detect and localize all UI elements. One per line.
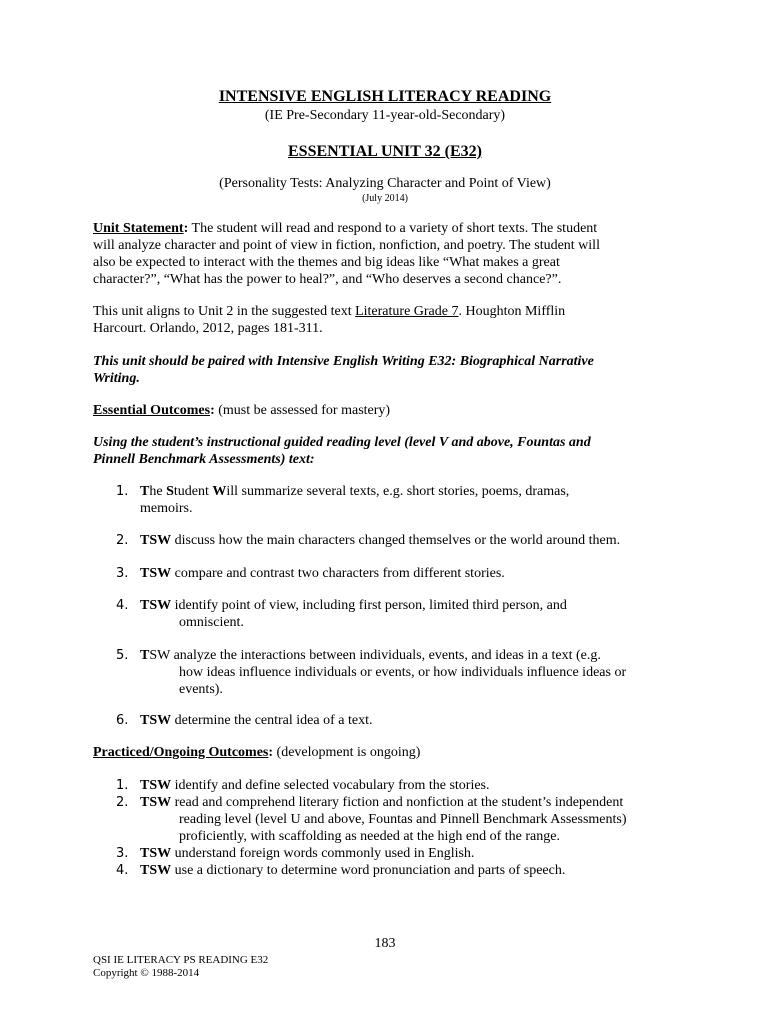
list-item-line-3: events).: [179, 682, 223, 697]
suggested-text-title: Literature Grade 7: [355, 304, 459, 319]
text-fragment: SW analyze the interactions between individuals, events, and ideas in a text (e.g.: [149, 648, 601, 663]
list-item-text: [140, 483, 696, 517]
list-number: 5.: [116, 648, 129, 663]
tsw-label: TSW: [140, 533, 172, 548]
unit-topic: (Personality Tests: Analyzing Character and Point of View): [219, 176, 551, 191]
pairing-note: [93, 353, 693, 387]
essential-intro-line-1: Using the student’s instructional guided reading level (level V and above, Fountas and: [93, 435, 591, 450]
list-item-line-2: omniscient.: [179, 615, 244, 630]
essential-outcomes-heading: [93, 402, 693, 419]
tsw-label: TSW: [140, 778, 172, 793]
unit-statement: [93, 220, 693, 288]
bold-letter: T: [140, 648, 150, 663]
tsw-label: TSW: [140, 598, 172, 613]
bold-letter: W: [212, 484, 227, 499]
text-fragment: identify and define selected vocabulary from the stories.: [171, 778, 490, 793]
essential-outcomes-note: (must be assessed for mastery): [214, 403, 391, 418]
unit-statement-line-1: [93, 220, 693, 237]
list-item-text: [140, 845, 696, 862]
list-number: 1.: [116, 484, 129, 499]
practiced-outcomes-colon: :: [268, 745, 274, 760]
unit-statement-text-1: The student will read and respond to a variety of short texts. The student: [188, 221, 598, 236]
list-item-text: [140, 597, 696, 631]
list-item-text: [140, 794, 696, 845]
footer-copyright: Copyright © 1988-2014: [93, 967, 200, 979]
document-subtitle: (IE Pre-Secondary 11-year-old-Secondary): [264, 108, 506, 123]
text-fragment: identify point of view, including first person, limited third person, and: [171, 598, 567, 613]
text-fragment: understand foreign words commonly used in English.: [171, 846, 475, 861]
list-item-text: [140, 712, 696, 729]
footer-course: QSI IE LITERACY PS READING E32: [93, 954, 269, 966]
list-number: 1.: [116, 778, 129, 793]
page-number: 183: [374, 936, 396, 951]
bold-letter: T: [140, 484, 150, 499]
list-item-line-2: reading level (level U and above, Fountas and Pinnell Benchmark Assessments): [179, 812, 627, 827]
list-number: 2.: [116, 533, 129, 548]
list-item-line-2: memoirs.: [140, 501, 193, 516]
list-item-text: [140, 565, 696, 582]
text-fragment: determine the central idea of a text.: [171, 713, 373, 728]
practiced-outcomes-label: Practiced/Ongoing Outcomes: [93, 745, 269, 760]
text-alignment: [93, 303, 693, 337]
text-fragment: ill summarize several texts, e.g. short stories, poems, dramas,: [226, 484, 570, 499]
pairing-line-2: Writing.: [93, 371, 140, 386]
alignment-post: . Houghton Mifflin: [458, 304, 566, 319]
unit-statement-text-4: character?”, “What has the power to heal?”, and “Who deserves a second chance?”.: [93, 272, 562, 287]
tsw-label: TSW: [140, 863, 172, 878]
text-fragment: tudent: [173, 484, 213, 499]
list-item-text: [140, 777, 696, 794]
alignment-line-2: Harcourt. Orlando, 2012, pages 181-311.: [93, 321, 323, 336]
text-fragment: compare and contrast two characters from different stories.: [171, 566, 505, 581]
pairing-line-1: This unit should be paired with Intensive English Writing E32: Biographical Narrative: [93, 354, 594, 369]
text-fragment: discuss how the main characters changed themselves or the world around them.: [171, 533, 621, 548]
unit-heading: ESSENTIAL UNIT 32 (E32): [288, 143, 482, 160]
unit-statement-text-2: will analyze character and point of view in fiction, nonfiction, and poetry. The student will: [93, 238, 600, 253]
text-fragment: he: [149, 484, 167, 499]
list-item-text: [140, 862, 696, 879]
alignment-pre: This unit aligns to Unit 2 in the suggested text: [93, 304, 356, 319]
list-number: 4.: [116, 598, 129, 613]
document-title: INTENSIVE ENGLISH LITERACY READING: [218, 88, 552, 105]
essential-outcomes-intro: [93, 434, 693, 468]
list-item-text: [140, 532, 696, 549]
unit-statement-label: Unit Statement: [93, 221, 184, 236]
practiced-outcomes-heading: [93, 744, 693, 761]
unit-date: (July 2014): [362, 193, 408, 204]
essential-outcomes-label: Essential Outcomes: [93, 403, 211, 418]
list-number: 2.: [116, 795, 129, 810]
unit-statement-text-3: also be expected to interact with the themes and big ideas like “What makes a great: [93, 255, 560, 270]
list-number: 3.: [116, 566, 129, 581]
essential-intro-line-2: Pinnell Benchmark Assessments) text:: [93, 452, 315, 467]
tsw-label: TSW: [140, 846, 172, 861]
alignment-line-1: [93, 303, 693, 320]
unit-statement-colon: :: [183, 221, 189, 236]
bold-letter: S: [166, 484, 174, 499]
list-number: 6.: [116, 713, 129, 728]
tsw-label: TSW: [140, 713, 172, 728]
list-number: 4.: [116, 863, 129, 878]
tsw-label: TSW: [140, 566, 172, 581]
list-item-text: [140, 647, 696, 698]
tsw-label: TSW: [140, 795, 172, 810]
text-fragment: read and comprehend literary fiction and nonfiction at the student’s independent: [171, 795, 624, 810]
list-item-line-3: proficiently, with scaffolding as needed at the high end of the range.: [179, 829, 560, 844]
text-fragment: use a dictionary to determine word pronunciation and parts of speech.: [171, 863, 566, 878]
list-item-line-2: how ideas influence individuals or events, or how individuals influence ideas or: [179, 665, 627, 680]
list-number: 3.: [116, 846, 129, 861]
practiced-outcomes-note: (development is ongoing): [273, 745, 421, 760]
essential-outcomes-colon: :: [210, 403, 215, 418]
